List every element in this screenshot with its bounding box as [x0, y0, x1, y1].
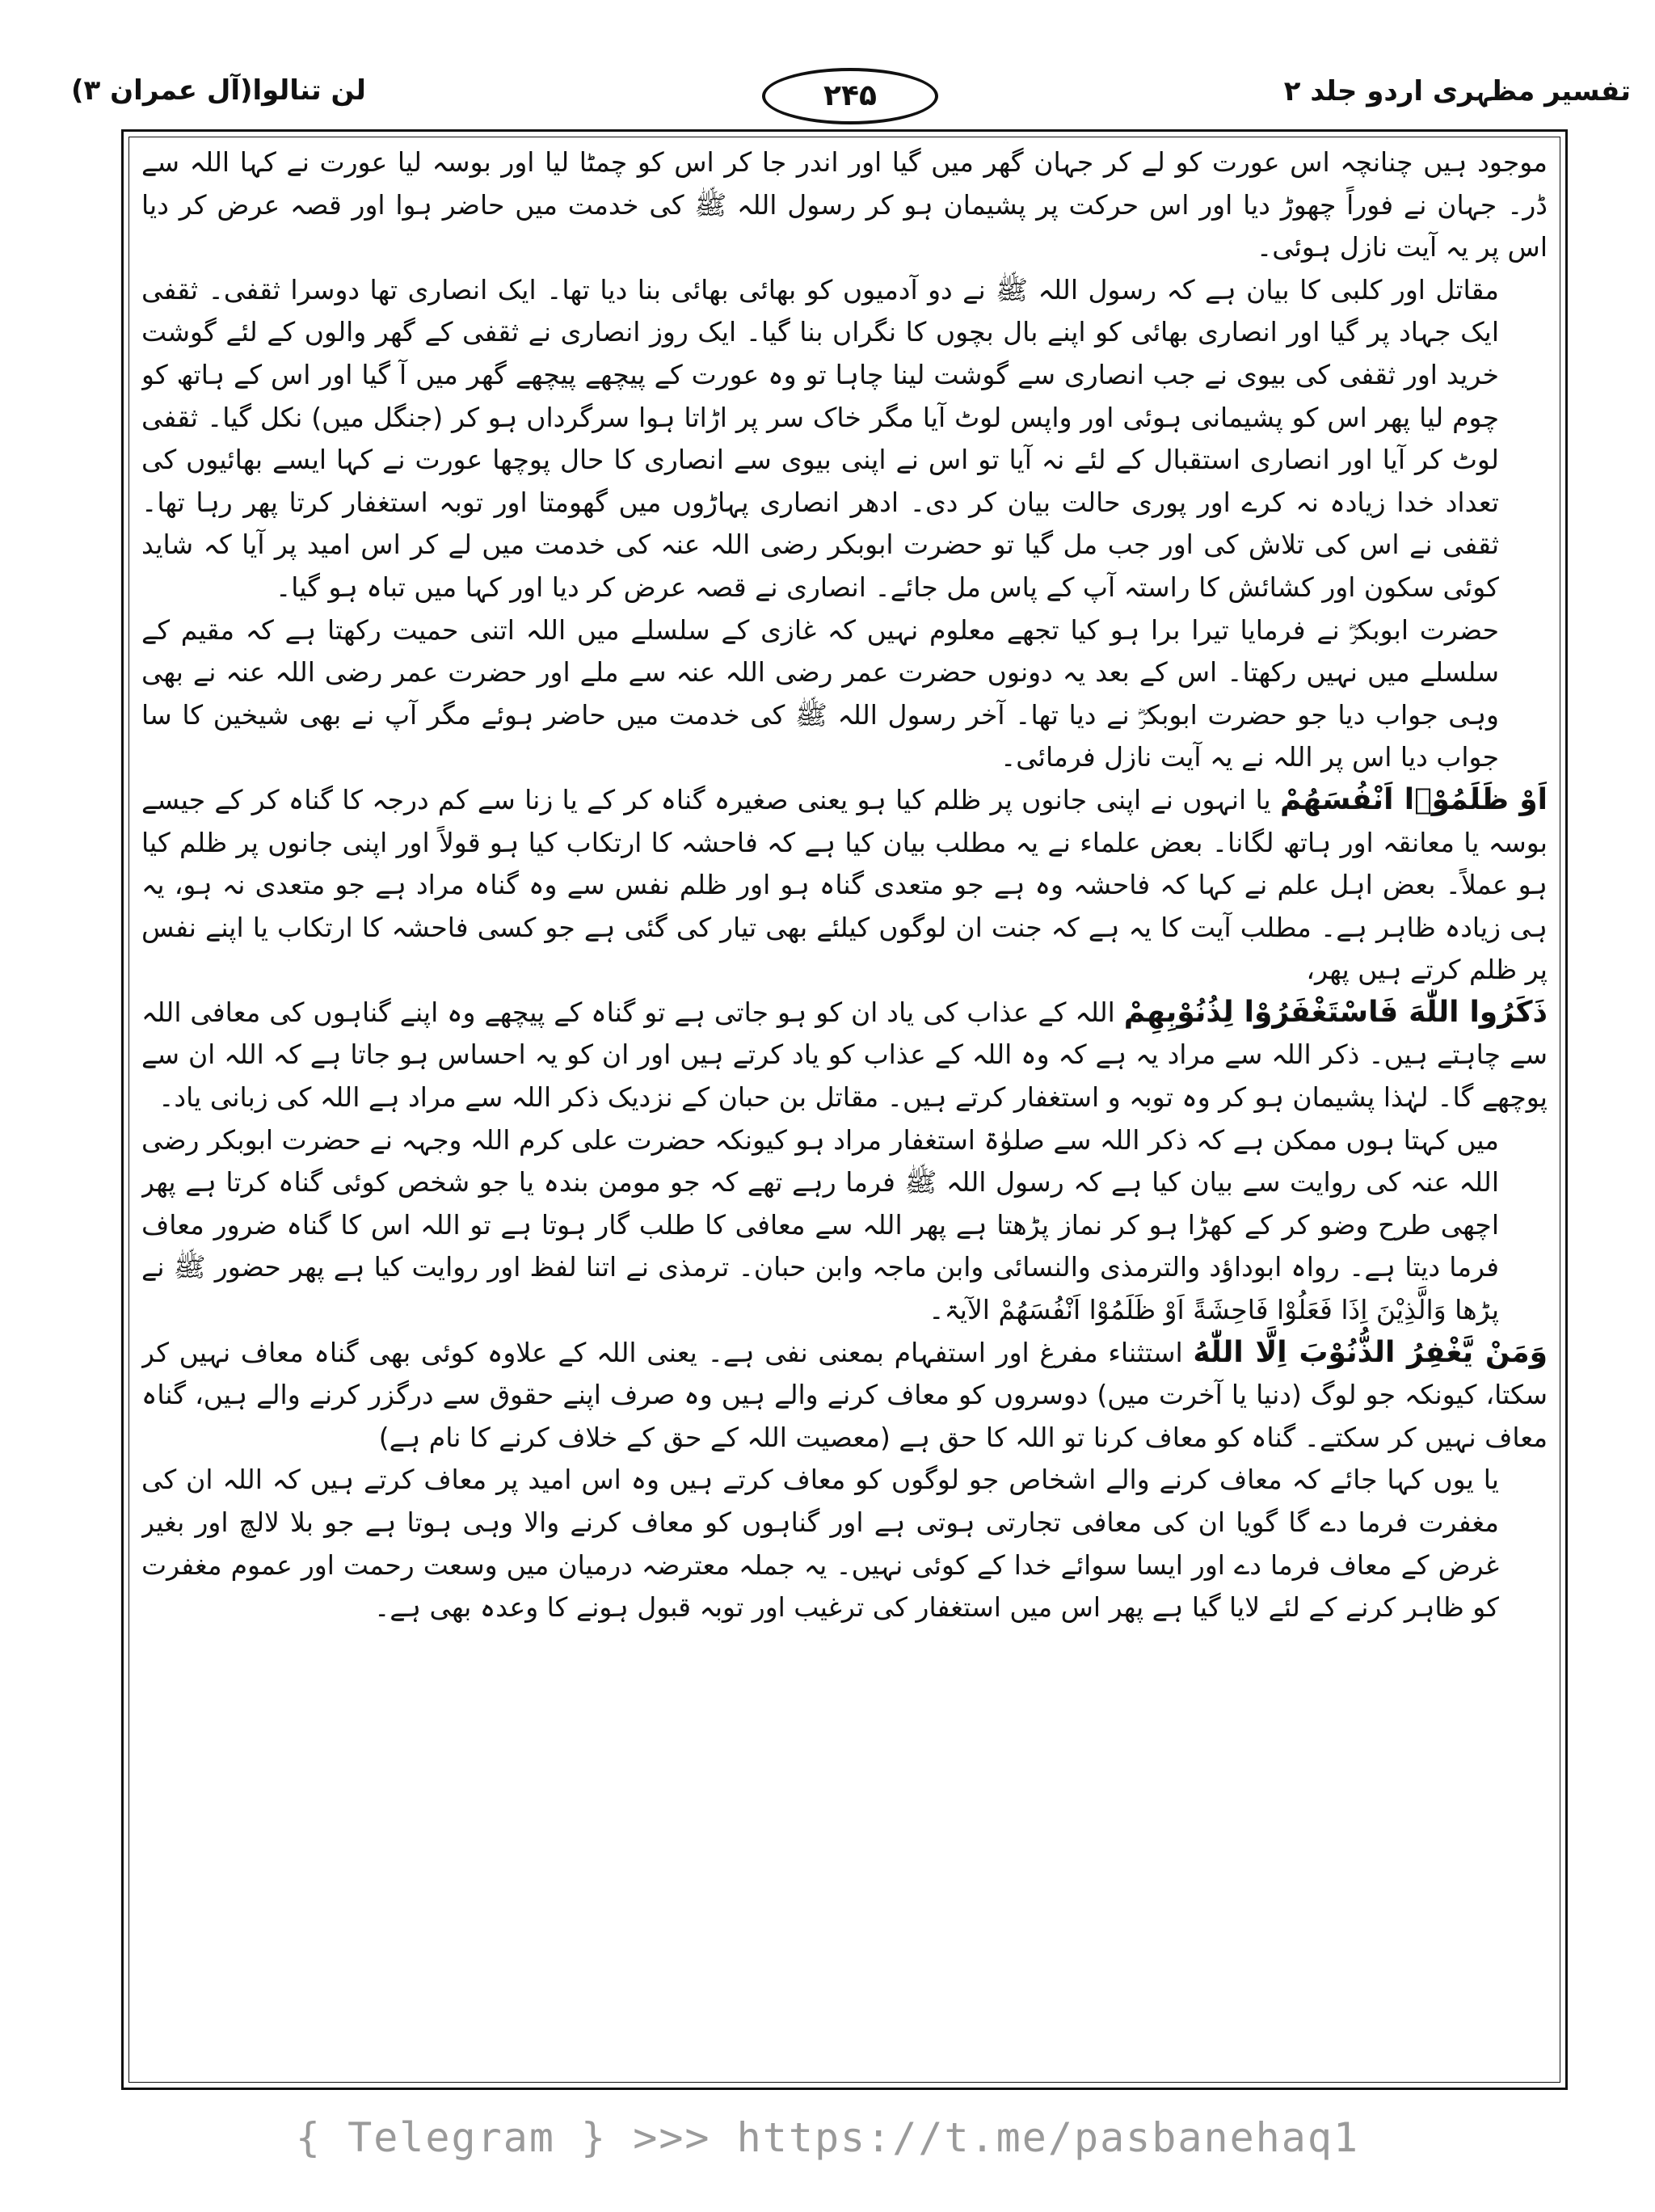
telegram-watermark: { Telegram } >>> https://t.me/pasbanehaq1 [295, 2114, 1360, 2161]
page-number: ۲۴۵ [762, 68, 938, 124]
text-frame [121, 129, 1568, 2090]
book-title: تفسیر مظہری اردو جلد ۲ [1283, 75, 1631, 107]
quran-verse: وَمَنْ يَّغْفِرُ الذُّنُوْبَ اِلَّا اللّٰهُ [1193, 1335, 1548, 1369]
paragraph-text: استثناء مفرغ اور استفہام بمعنی نفی ہے۔ یعنی اللہ کے علاوہ کوئی بھی گناہ معاف نہیں کر سکتا، کیونکہ جو لوگ (دنیا یا آخرت میں) دوسروں کو معاف کرنے والے ہیں وہ صرف اپنے حقوق سے درگزر کرنے والے ہیں، گناہ معاف نہیں کر سکتے۔ گناہ کو معاف کرنا تو اللہ کا حق ہے (معصیت اللہ کے حق کے خلاف کرنے کا نام ہے) [141, 1336, 1548, 1453]
paragraph [141, 1119, 1548, 1332]
paragraph [141, 1332, 1548, 1460]
paragraph-text: حضرت ابوبکرؓ نے فرمایا تیرا برا ہو کیا تجھے معلوم نہیں کہ غازی کے سلسلے میں اللہ اتنی حمیت رکھتا ہے کہ مقیم کے سلسلے میں نہیں رکھتا۔ اس کے بعد یہ دونوں حضرت عمر رضی اللہ عنہ سے ملے اور حضرت عمر رضی اللہ عنہ نے بھی وہی جواب دیا جو حضرت ابوبکرؓ نے دیا تھا۔ آخر رسول اللہ ﷺ کی خدمت میں حاضر ہوئے مگر آپ نے بھی شیخین کا سا جواب دیا اس پر اللہ نے یہ آیت نازل فرمائی۔ [141, 613, 1499, 773]
paragraph-text: اللہ کے عذاب کی یاد ان کو ہو جاتی ہے تو گناہ کے پیچھے وہ اپنے گناہوں کی معافی اللہ سے چاہتے ہیں۔ ذکر اللہ سے مراد یہ ہے کہ وہ اللہ کے عذاب کو یاد کرتے ہیں اور ان کو یہ احساس ہو جاتا ہے کہ اللہ ان سے پوچھے گا۔ لہٰذا پشیمان ہو کر وہ توبہ و استغفار کرتے ہیں۔ مقاتل بن حبان کے نزدیک ذکر اللہ سے مراد ہے اللہ کی زبانی یاد۔ [141, 996, 1548, 1114]
paragraph-text: میں کہتا ہوں ممکن ہے کہ ذکر اللہ سے صلوٰۃ استغفار مراد ہو کیونکہ حضرت علی کرم اللہ وجہہ نے حضرت ابوبکر رضی اللہ عنہ کی روایت سے بیان کیا ہے کہ رسول اللہ ﷺ فرما رہے تھے کہ جو مومن بندہ یا جو شخص کوئی گناہ کرتا ہے پھر اچھی طرح وضو کر کے کھڑا ہو کر نماز پڑھتا ہے پھر اللہ سے معافی کا طلب گار ہوتا ہے تو اللہ اس کا گناہ ضرور معاف فرما دیتا ہے۔ رواہ ابوداؤد والترمذی والنسائی وابن ماجہ وابن حبان۔ ترمذی نے اتنا لفظ اور روایت کیا ہے پھر حضور ﷺ نے پڑھا وَالَّذِيْنَ اِذَا فَعَلُوْا فَاحِشَةً اَوْ ظَلَمُوْا اَنْفُسَهُمْ الآیۃ۔ [141, 1123, 1499, 1326]
surah-info: لن تنالوا(آل عمران ۳) [71, 74, 366, 107]
quran-verse: ذَكَرُوا اللّٰهَ فَاسْتَغْفَرُوْا لِذُنُوْبِهِمْ [1123, 995, 1548, 1029]
paragraph-text: مقاتل اور کلبی کا بیان ہے کہ رسول اللہ ﷺ نے دو آدمیوں کو بھائی بھائی بنا دیا تھا۔ ایک انصاری تھا دوسرا ثقفی۔ ثقفی ایک جہاد پر گیا اور انصاری بھائی کو اپنے بال بچوں کا نگراں بنا گیا۔ ایک روز انصاری نے ثقفی کے گھر والوں کے لئے گوشت خرید اور ثقفی کی بیوی نے جب انصاری سے گوشت لینا چاہا تو وہ عورت کے پیچھے پیچھے گھر میں آ گیا اور اس کے ہاتھ کو چوم لیا پھر اس کو پشیمانی ہوئی اور واپس لوٹ آیا مگر خاک سر پر اڑاتا ہوا سرگرداں ہو کر (جنگل میں) نکل گیا۔ ثقفی لوٹ کر آیا اور انصاری استقبال کے لئے نہ آیا تو اس نے اپنی بیوی سے انصاری کا حال پوچھا عورت نے کہا ایسے بھائیوں کی تعداد خدا زیادہ نہ کرے اور پوری حالت بیان کر دی۔ ادھر انصاری پہاڑوں میں گھومتا اور توبہ استغفار کرتا پھر رہا تھا۔ ثقفی نے اس کی تلاش کی اور جب مل گیا تو حضرت ابوبکر رضی اللہ عنہ کی خدمت میں لے کر اس امید پر آیا کہ شاید کوئی سکون اور کشائش کا راستہ آپ کے پاس مل جائے۔ انصاری نے قصہ عرض کر دیا اور کہا میں تباہ ہو گیا۔ [141, 273, 1499, 603]
paragraph [141, 609, 1548, 779]
paragraph [141, 779, 1548, 992]
paragraph [141, 1459, 1548, 1628]
paragraph [141, 269, 1548, 609]
paragraph-text: یا یوں کہا جائے کہ معاف کرنے والے اشخاص جو لوگوں کو معاف کرتے ہیں وہ اس امید پر معاف کرتے ہیں کہ اللہ ان کی مغفرت فرما دے گا گویا ان کی معافی تجارتی ہوتی ہے اور گناہوں کو معاف کرنے والا وہی ہوتا ہے جو بلا لالچ اور بغیر غرض کے معاف فرما دے اور ایسا سوائے خدا کے کوئی نہیں۔ یہ جملہ معترضہ درمیان میں وسعت رحمت اور عموم مغفرت کو ظاہر کرنے کے لئے لایا گیا ہے پھر اس میں استغفار کی ترغیب اور توبہ قبول ہونے کا وعدہ بھی ہے۔ [141, 1464, 1499, 1624]
paragraph-text: یا انہوں نے اپنی جانوں پر ظلم کیا ہو یعنی صغیرہ گناہ کر کے یا زنا سے کم درجہ کا گناہ کر کے جیسے بوسہ یا معانقہ اور ہاتھ لگانا۔ بعض علماء نے یہ مطلب بیان کیا ہے کہ فاحشہ کا ارتکاب کیا ہو قولاً اور اپنی جانوں پر ظلم کیا ہو عملاً۔ بعض اہل علم نے کہا کہ فاحشہ وہ ہے جو متعدی گناہ ہو اور ظلم نفس سے وہ گناہ مراد ہے جو متعدی نہ ہو، یہ ہی زیادہ ظاہر ہے۔ مطلب آیت کا یہ ہے کہ جنت ان لوگوں کیلئے بھی تیار کی گئی ہے جو کسی فاحشہ کا ارتکاب یا اپنے نفس پر ظلم کرتے ہیں پھر، [141, 783, 1548, 986]
paragraph [141, 992, 1548, 1119]
paragraph: موجود ہیں چنانچہ اس عورت کو لے کر جہان گھر میں گیا اور اندر جا کر اس کو چمٹا لیا اور بوسہ لیا عورت نے کہا اللہ سے ڈر۔ جہان نے فوراً چھوڑ دیا اور اس حرکت پر پشیمان ہو کر رسول اللہ ﷺ کی خدمت میں حاضر ہوا اور قصہ عرض کر دیا اس پر یہ آیت نازل ہوئی۔ [141, 146, 1548, 263]
tafsir-body [141, 141, 1548, 2079]
quran-verse: اَوْ ظَلَمُوْۤا اَنْفُسَهُمْ [1280, 782, 1548, 816]
page-header [55, 66, 1631, 123]
